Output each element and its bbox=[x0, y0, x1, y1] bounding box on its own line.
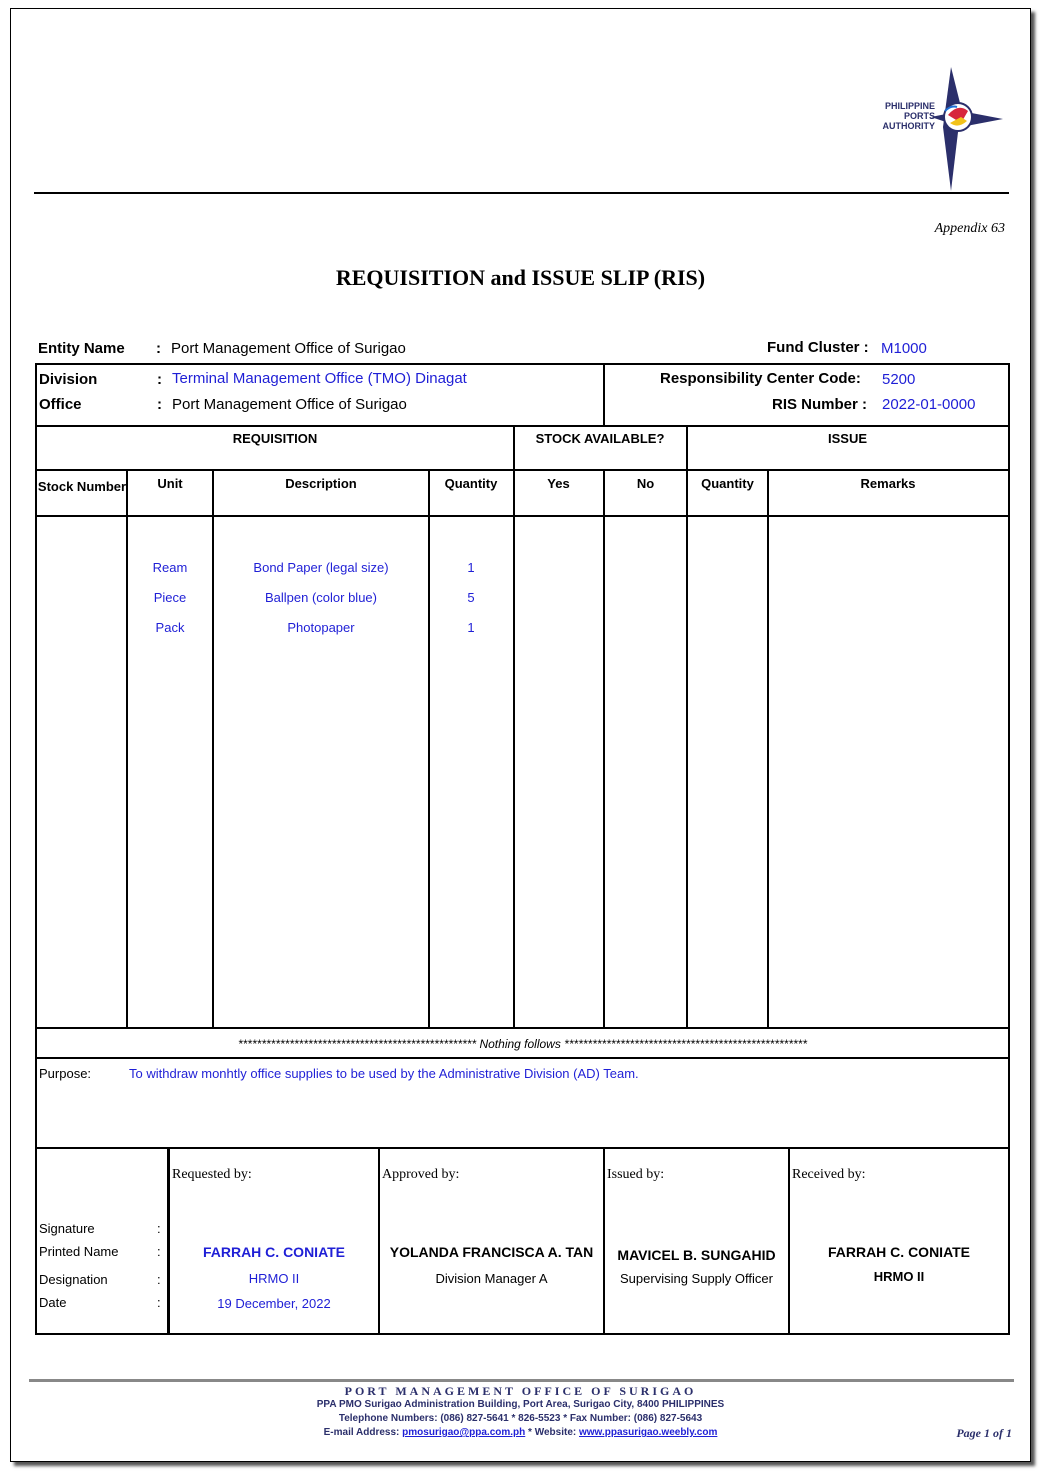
item-description: Ballpen (color blue) bbox=[264, 590, 377, 605]
footer-phones: Telephone Numbers: (086) 827-5641 * 826-5523 * Fax Number: (086) 827-5643 bbox=[338, 1413, 703, 1424]
footer-address: PPA PMO Surigao Administration Building, Port Area, Surigao City, 8400 PHILIPPINES bbox=[316, 1399, 725, 1410]
item-quantity: 5 bbox=[467, 590, 475, 605]
office-colon: : bbox=[157, 396, 162, 413]
issue-heading: ISSUE bbox=[827, 431, 867, 446]
col-issue-quantity: Quantity bbox=[701, 476, 754, 491]
requested-by-designation: HRMO II bbox=[248, 1271, 300, 1286]
entity-colon: : bbox=[156, 340, 161, 357]
stock-available-heading: STOCK AVAILABLE? bbox=[535, 431, 665, 446]
col-no: No bbox=[636, 476, 655, 491]
page-title: REQUISITION and ISSUE SLIP (RIS) bbox=[335, 265, 706, 290]
col-stock-number: Stock Number bbox=[37, 479, 127, 494]
requested-by-name: FARRAH C. CONIATE bbox=[202, 1244, 346, 1260]
ris-form bbox=[35, 363, 1010, 1335]
rcc-value: 5200 bbox=[882, 371, 916, 388]
signature-label: Signature bbox=[39, 1221, 95, 1236]
ppa-logo bbox=[869, 67, 1004, 191]
footer-contacts bbox=[11, 1427, 1030, 1438]
office-label: Office bbox=[39, 396, 82, 413]
email-link[interactable]: pmosurigao@ppa.com.ph bbox=[402, 1427, 526, 1438]
item-quantity: 1 bbox=[467, 620, 475, 635]
entity-name-value: Port Management Office of Surigao bbox=[171, 340, 406, 357]
ris-number-label: RIS Number : bbox=[772, 396, 868, 413]
issued-by-designation: Supervising Supply Officer bbox=[620, 1271, 773, 1286]
division-colon: : bbox=[157, 371, 162, 388]
received-by-heading: Received by: bbox=[792, 1167, 866, 1182]
requested-by-date: 19 December, 2022 bbox=[217, 1296, 331, 1311]
item-unit: Pack bbox=[155, 620, 185, 635]
rcc-label: Responsibility Center Code: bbox=[660, 370, 861, 387]
website-link[interactable]: www.ppasurigao.weebly.com bbox=[579, 1427, 718, 1438]
page-number: Page 1 of 1 bbox=[956, 1426, 1012, 1440]
issued-by-heading: Issued by: bbox=[607, 1167, 665, 1182]
purpose-label: Purpose: bbox=[39, 1066, 92, 1081]
purpose-value: To withdraw monhtly office supplies to be used by the Administrative Division (AD) Team. bbox=[129, 1066, 639, 1081]
document-page bbox=[10, 8, 1031, 1462]
office-value: Port Management Office of Surigao bbox=[172, 396, 407, 413]
received-by-designation: HRMO II bbox=[873, 1269, 925, 1284]
logo-line-3: AUTHORITY bbox=[882, 121, 935, 131]
header-divider bbox=[34, 192, 1009, 194]
received-by-name: FARRAH C. CONIATE bbox=[827, 1244, 971, 1260]
footer-divider bbox=[29, 1379, 1014, 1382]
printed-name-colon: : bbox=[157, 1244, 161, 1259]
email-label: E-mail Address: bbox=[323, 1427, 400, 1438]
col-yes: Yes bbox=[547, 476, 570, 491]
appendix-label: Appendix 63 bbox=[934, 221, 1005, 236]
signature-colon: : bbox=[157, 1221, 161, 1236]
nothing-follows: *************************************************** Nothing follows **************************************************** bbox=[237, 1037, 808, 1051]
compass-star-icon bbox=[931, 67, 1003, 191]
fund-cluster-value: M1000 bbox=[881, 340, 927, 357]
item-unit: Piece bbox=[153, 590, 187, 605]
printed-name-label: Printed Name bbox=[39, 1244, 119, 1259]
item-unit: Ream bbox=[152, 560, 188, 575]
footer-office: PORT MANAGEMENT OFFICE OF SURIGAO bbox=[344, 1384, 697, 1398]
division-value: Terminal Management Office (TMO) Dinagat bbox=[172, 370, 467, 387]
ris-number-value: 2022-01-0000 bbox=[882, 396, 976, 413]
division-label: Division bbox=[39, 371, 98, 388]
item-quantity: 1 bbox=[467, 560, 475, 575]
fund-cluster-label: Fund Cluster : bbox=[767, 339, 869, 356]
col-remarks: Remarks bbox=[860, 476, 916, 491]
col-description: Description bbox=[285, 476, 357, 491]
website-label: * Website: bbox=[528, 1427, 577, 1438]
date-label: Date bbox=[39, 1295, 67, 1310]
col-quantity: Quantity bbox=[444, 476, 498, 491]
item-description: Photopaper bbox=[287, 620, 355, 635]
approved-by-name: YOLANDA FRANCISCA A. TAN bbox=[389, 1244, 594, 1260]
col-unit: Unit bbox=[157, 476, 183, 491]
designation-colon: : bbox=[157, 1272, 161, 1287]
approved-by-heading: Approved by: bbox=[382, 1167, 460, 1182]
item-description: Bond Paper (legal size) bbox=[253, 560, 389, 575]
designation-label: Designation bbox=[39, 1272, 108, 1287]
entity-name-label: Entity Name bbox=[38, 340, 125, 357]
date-colon: : bbox=[157, 1295, 161, 1310]
logo-line-2: PORTS bbox=[903, 111, 935, 121]
issued-by-name: MAVICEL B. SUNGAHID bbox=[617, 1247, 776, 1263]
logo-line-1: PHILIPPINE bbox=[884, 101, 935, 111]
requested-by-heading: Requested by: bbox=[172, 1167, 252, 1182]
requisition-heading: REQUISITION bbox=[232, 431, 318, 446]
approved-by-designation: Division Manager A bbox=[435, 1271, 548, 1286]
